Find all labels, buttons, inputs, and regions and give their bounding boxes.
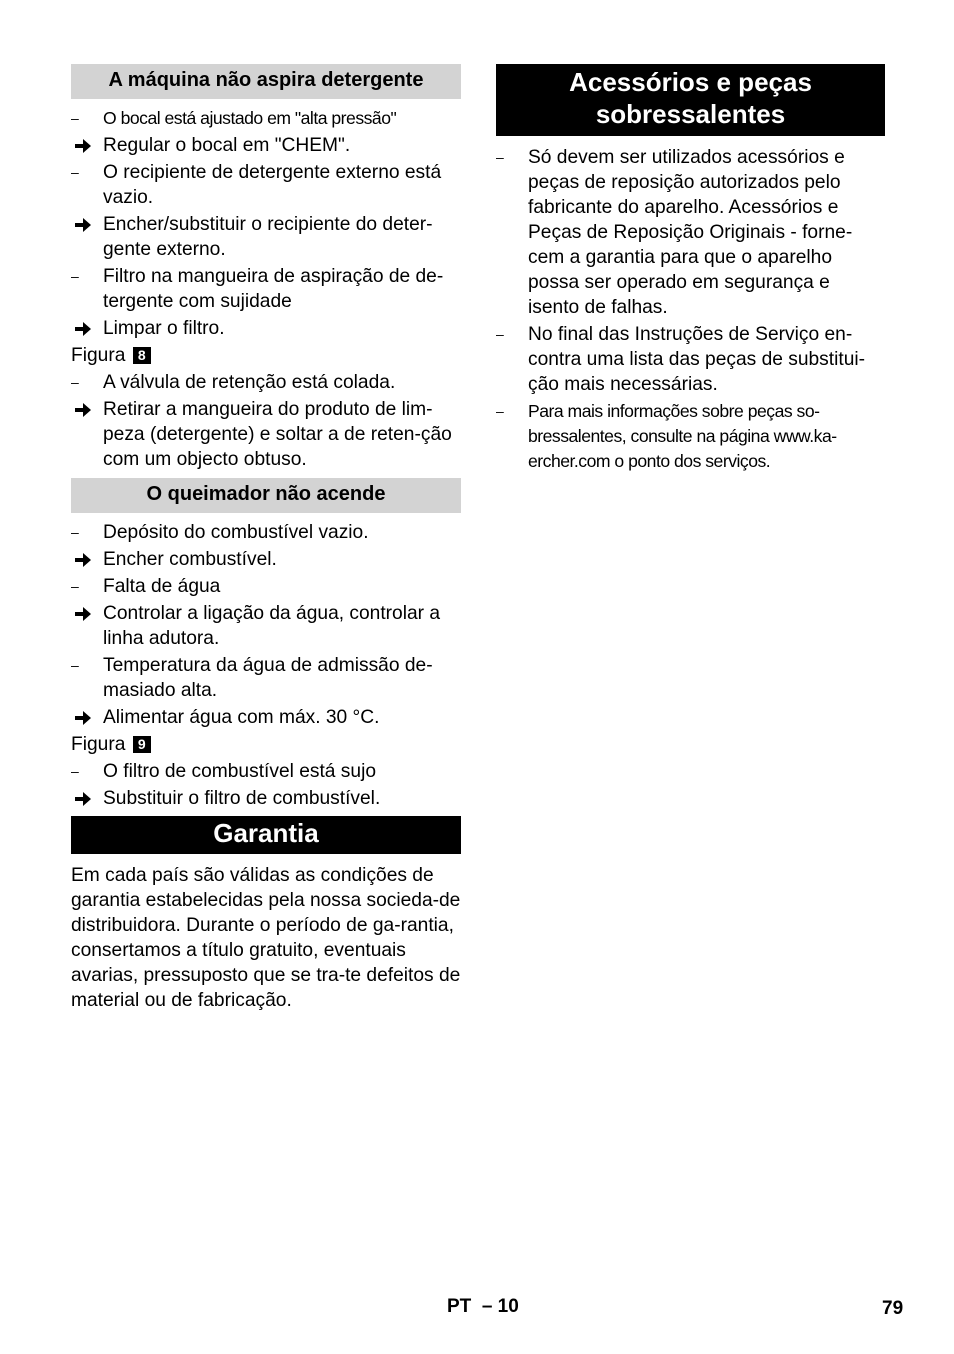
section-heading-accessories — [496, 64, 885, 136]
figure-label: Figura — [71, 734, 126, 755]
dash-bullet-icon: – — [71, 763, 79, 779]
cause-item — [71, 106, 461, 131]
dash-bullet-icon: – — [71, 524, 79, 540]
item-text: O recipiente de detergente externo está vazio. — [103, 162, 442, 208]
item-text: Falta de água — [103, 576, 221, 597]
action-item — [71, 705, 461, 730]
action-item — [71, 316, 461, 341]
dash-bullet-icon: – — [496, 149, 504, 165]
cause-item — [71, 520, 461, 545]
right-column — [496, 64, 885, 476]
action-item — [71, 397, 461, 472]
item-text: Depósito do combustível vazio. — [103, 522, 369, 543]
footer-language-page: PT – 10 — [447, 1296, 519, 1317]
detergent-list-a — [71, 106, 461, 341]
item-text: Temperatura da água de admissão de-masiado alta. — [103, 655, 433, 701]
item-text: Encher/substituir o recipiente do deter-gente externo. — [103, 214, 433, 260]
dash-bullet-icon: – — [71, 110, 79, 126]
warranty-paragraph: Em cada país são válidas as condições de garantia estabelecidas pela nossa socieda-de distribuidora. Durante o período de ga-rantia, consertamos a título gratuito, eventuais avarias, pressuposto que se tra-te defeitos de material ou de fabricação. — [71, 865, 461, 1011]
item-text: Só devem ser utilizados acessórios e peças de reposição autorizados pelo fabricante do aparelho. Acessórios e Peças de Reposição Originais - forne-cem a garantia para que o aparelho possa ser operado em segurança e isento de falhas. — [528, 147, 853, 318]
heading-line-2: sobressalentes — [595, 99, 786, 129]
section-heading-warranty: Garantia — [71, 816, 461, 854]
cause-item — [71, 574, 461, 599]
figure-number-badge: 9 — [133, 736, 151, 753]
item-text: A válvula de retenção está colada. — [103, 372, 396, 393]
item-text: Alimentar água com máx. 30 °C. — [103, 707, 380, 728]
action-item — [71, 601, 461, 651]
figure-reference-9 — [71, 732, 461, 757]
dash-bullet-icon: – — [71, 374, 79, 390]
cause-item — [496, 145, 885, 320]
cause-item — [71, 759, 461, 784]
cause-item — [496, 322, 885, 397]
figure-number-badge: 8 — [133, 347, 151, 364]
burner-list-a — [71, 520, 461, 730]
item-text: Substituir o filtro de combustível. — [103, 788, 381, 809]
dash-bullet-icon: – — [496, 326, 504, 342]
item-text: O filtro de combustível está sujo — [103, 761, 377, 782]
dash-bullet-icon: – — [71, 657, 79, 673]
item-text: Para mais informações sobre peças so-bressalentes, consulte na página www.ka-ercher.com o ponto dos serviços. — [528, 401, 837, 471]
action-item — [71, 786, 461, 811]
section-heading-detergent: A máquina não aspira detergente — [71, 64, 461, 99]
burner-list-b — [71, 759, 461, 811]
item-text: O bocal está ajustado em "alta pressão" — [103, 108, 397, 128]
dash-bullet-icon: – — [71, 164, 79, 180]
figure-reference-8 — [71, 343, 461, 368]
action-item — [71, 133, 461, 158]
item-text: Controlar a ligação da água, controlar a linha adutora. — [103, 603, 441, 649]
cause-item — [71, 370, 461, 395]
cause-item — [496, 399, 885, 474]
item-text: Retirar a mangueira do produto de lim-peza (detergente) e soltar a de reten-ção com um objecto obtuso. — [103, 399, 452, 470]
cause-item — [71, 160, 461, 210]
item-text: No final das Instruções de Serviço en-contra uma lista das peças de substitui-ção mais necessárias. — [528, 324, 866, 395]
action-item — [71, 547, 461, 572]
cause-item — [71, 264, 461, 314]
item-text: Filtro na mangueira de aspiração de de-tergente com sujidade — [103, 266, 444, 312]
detergent-list-b — [71, 370, 461, 472]
left-column — [71, 64, 461, 1013]
item-text: Regular o bocal em "CHEM". — [103, 135, 351, 156]
item-text: Encher combustível. — [103, 549, 277, 570]
figure-label: Figura — [71, 345, 126, 366]
accessories-list — [496, 145, 885, 474]
dash-bullet-icon: – — [496, 403, 504, 419]
action-item — [71, 212, 461, 262]
section-heading-burner: O queimador não acende — [71, 478, 461, 513]
dash-bullet-icon: – — [71, 578, 79, 594]
heading-line-1: Acessórios e peças — [569, 67, 812, 97]
item-text: Limpar o filtro. — [103, 318, 225, 339]
cause-item — [71, 653, 461, 703]
footer-page-number: 79 — [882, 1298, 904, 1319]
dash-bullet-icon: – — [71, 268, 79, 284]
